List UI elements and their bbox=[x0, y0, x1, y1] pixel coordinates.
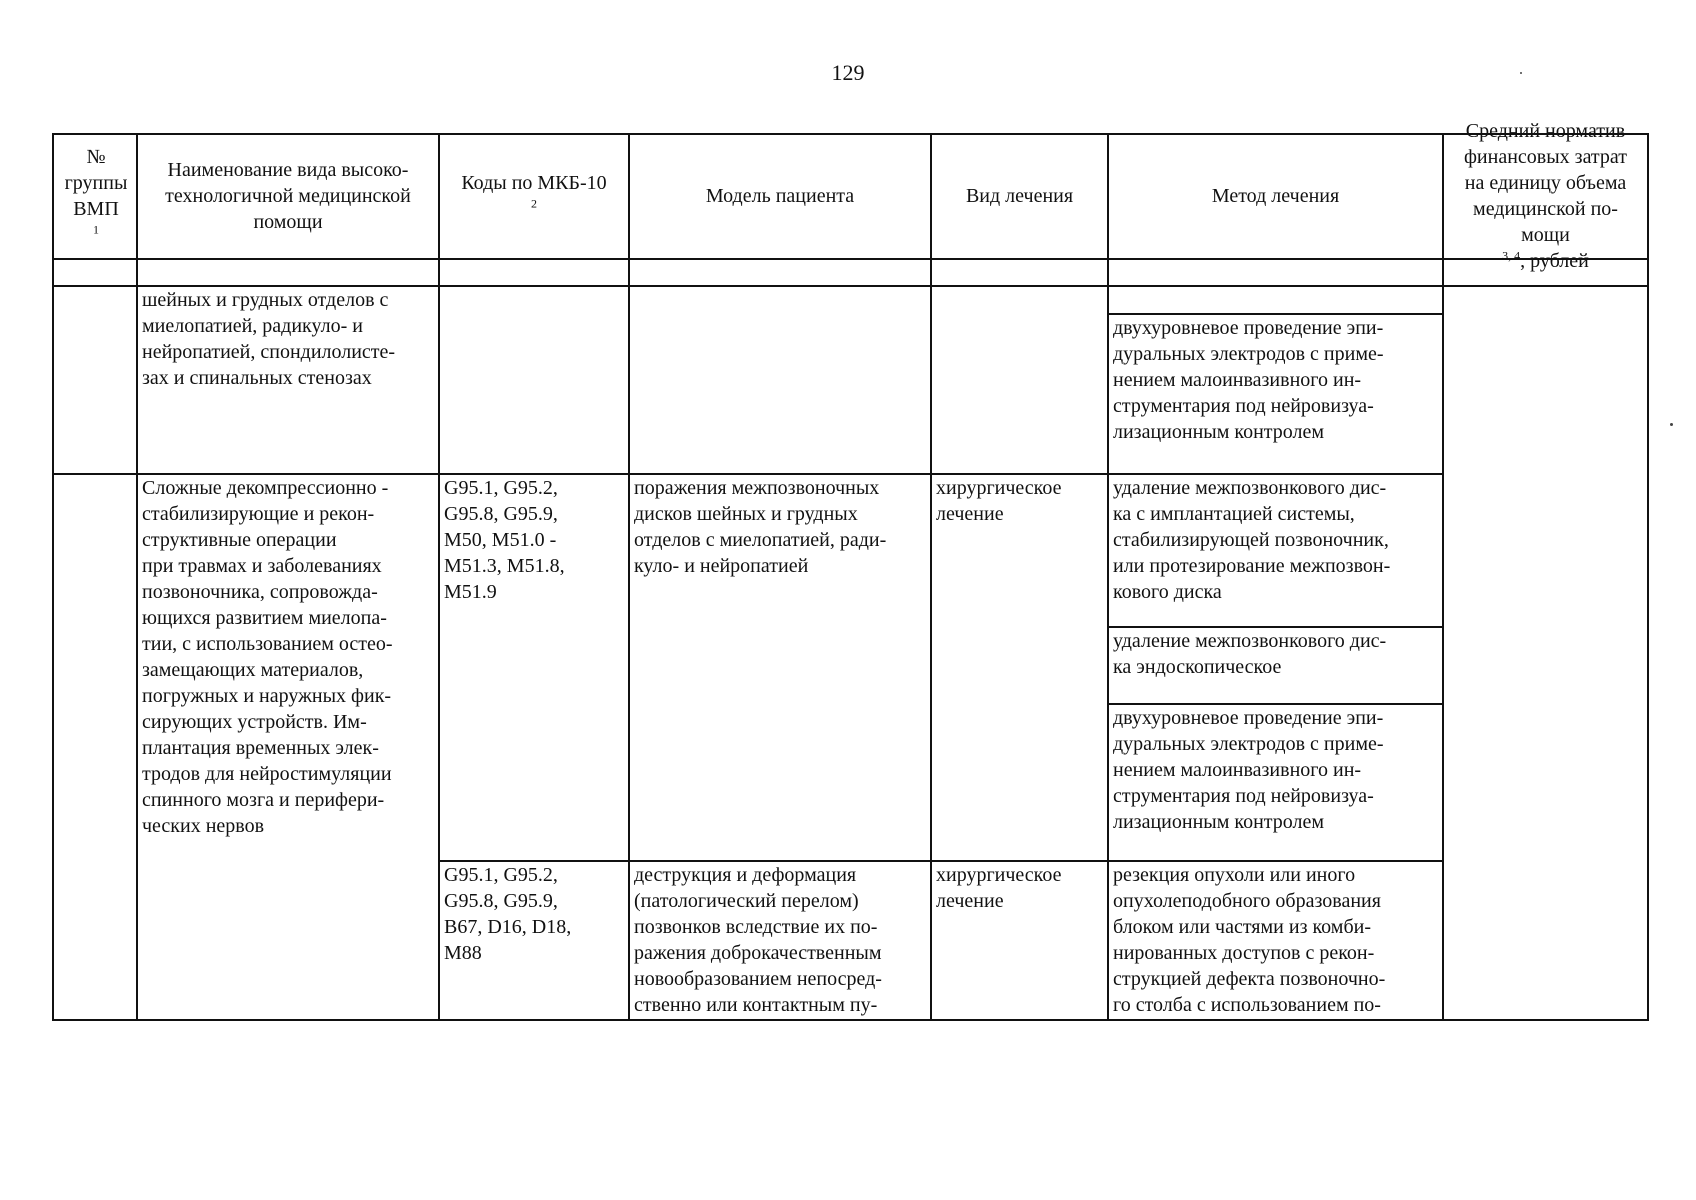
header-average-cost-unit: , рублей bbox=[1520, 249, 1589, 272]
footnote-mark: 2 bbox=[530, 196, 537, 211]
column-rule bbox=[1442, 133, 1444, 1021]
column-rule bbox=[136, 133, 138, 1021]
scan-speck bbox=[1520, 72, 1522, 74]
header-icd-codes bbox=[440, 135, 628, 257]
table-border-bottom bbox=[52, 1019, 1649, 1021]
header-group-number bbox=[56, 135, 136, 257]
footnote-mark: 1 bbox=[92, 222, 99, 237]
row2-method-1: удаление межпозвонкового дис- ка с имплантацией системы, стабилизирующей позвоночник, или протезирование межпозвон- кового диска bbox=[1113, 477, 1391, 603]
row3-treatment-type: хирургическое лечение bbox=[936, 864, 1062, 912]
header-average-cost-text: Средний норматив финансовых затрат на единицу объема медицинской по- мощи bbox=[1463, 119, 1628, 246]
table-border-right bbox=[1647, 133, 1649, 1021]
column-rule bbox=[628, 133, 630, 1021]
column-rule bbox=[930, 133, 932, 1021]
footnote-mark: 3, 4 bbox=[1502, 247, 1521, 262]
header-rule bbox=[52, 258, 1649, 260]
page-number: 129 bbox=[831, 60, 865, 85]
column-rule bbox=[438, 133, 440, 1021]
header-service-name: Наименование вида высоко- технологичной медицинской помощи bbox=[165, 159, 411, 233]
header-patient-model: Модель пациента bbox=[705, 185, 855, 207]
column-rule bbox=[1107, 133, 1109, 1021]
row2-treatment-type: хирургическое лечение bbox=[936, 477, 1062, 525]
row1-method: двухуровневое проведение эпи- дуральных электродов с приме- нением малоинвазивного ин- струментария под нейровизуа- лизационным контролем bbox=[1113, 317, 1384, 443]
header-group-number-text: № группы ВМП bbox=[64, 146, 128, 220]
row1-service-name: шейных и грудных отделов с миелопатией, радикуло- и нейропатией, спондилолисте- зах и спинальных стенозах bbox=[142, 289, 396, 389]
scan-speck bbox=[1670, 423, 1673, 426]
header-treatment-method: Метод лечения bbox=[1211, 185, 1340, 207]
row2-service-name: Сложные декомпрессионно - стабилизирующие и рекон- структивные операции при травмах и заболеваниях позвоночника, сопровожда- ющихся развитием миелопа- тии, с использованием остео- замещающих материалов, погружных и наружных фик- сирующих устройств. Им- плантация временных элек- тродов для нейростимуляции спинного мозга и перифери- ческих нервов bbox=[142, 477, 393, 837]
row3-icd-codes: G95.1, G95.2, G95.8, G95.9, B67, D16, D18, M88 bbox=[444, 864, 572, 964]
table-border-left bbox=[52, 133, 54, 1021]
row3-patient-model: деструкция и деформация (патологический перелом) позвонков вследствие их по- ражения доброкачественным новообразованием непосред- ственно или контактным пу- bbox=[634, 864, 882, 1016]
header-icd-codes-text: Коды по МКБ-10 bbox=[461, 172, 607, 194]
vmp-table bbox=[52, 119, 1649, 1021]
row3-method: резекция опухоли или иного опухолеподобного образования блоком или частями из комби- нированных доступов с рекон- струкцией дефекта позвоночно- го столба с использованием по- bbox=[1113, 864, 1386, 1016]
row2-method-3: двухуровневое проведение эпи- дуральных электродов с приме- нением малоинвазивного ин- струментария под нейровизуа- лизационным контролем bbox=[1113, 707, 1384, 833]
row2-method-2: удаление межпозвонкового дис- ка эндоскопическое bbox=[1113, 630, 1387, 678]
row2-patient-model: поражения межпозвоночных дисков шейных и грудных отделов с миелопатией, ради- куло- и нейропатией bbox=[634, 477, 887, 577]
header-treatment-type: Вид лечения bbox=[965, 185, 1074, 207]
header-average-cost bbox=[1444, 119, 1647, 272]
row2-icd-codes: G95.1, G95.2, G95.8, G95.9, M50, M51.0 - M51.3, M51.8, M51.9 bbox=[444, 477, 565, 603]
